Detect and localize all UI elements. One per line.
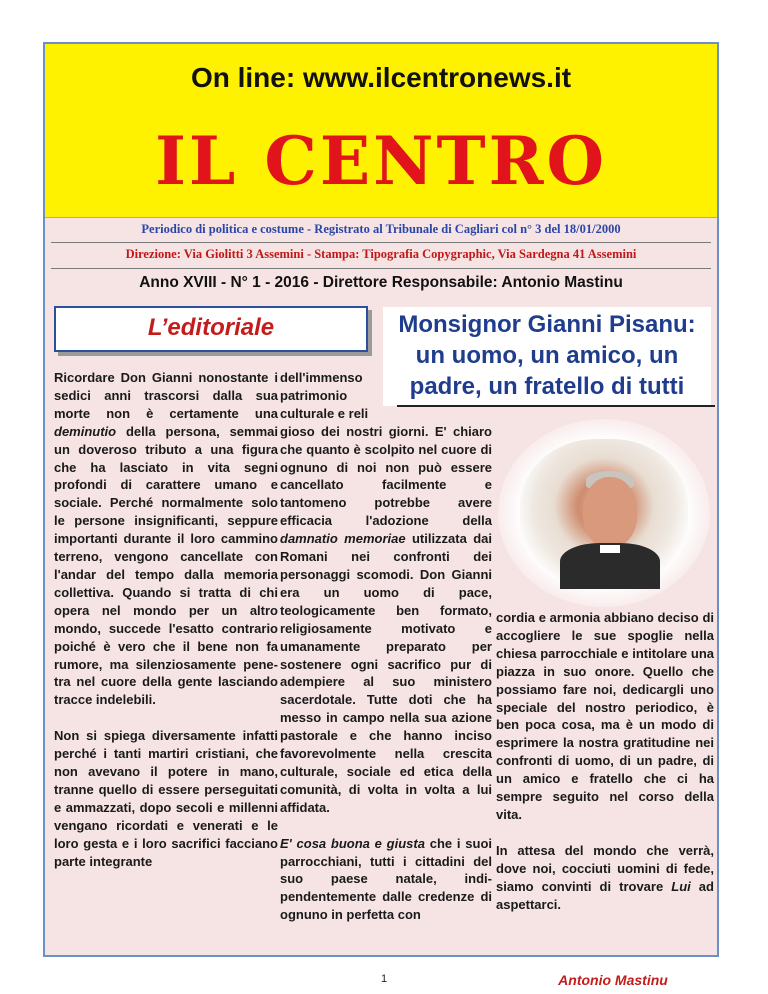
page-number: 1 [380,973,388,985]
masthead [45,44,717,218]
newspaper-title: IL CENTRO [155,122,607,200]
divider [51,268,711,269]
portrait-image [520,439,688,589]
issue-line: Anno XVIII - N° 1 - 2016 - Direttore Responsabile: Antonio Mastinu [139,274,623,291]
article-column-2 [280,369,492,924]
portrait-photo [498,419,710,607]
page-frame [43,42,719,988]
editorial-label: L’editoriale [147,314,275,341]
article-column-1 [54,369,278,870]
website-line: On line: www.ilcentronews.it [190,62,572,93]
paragraph: Non si spiega diversamente infatti perché i tanti martiri cristiani, che non avevano il potere in mano, tranne quello di essere perseguitati e ammazzati, dopo secoli e millenni vengano ricordati e venerati e le loro gesta e i loro sacrifici facciano parte integrante [54,728,278,869]
article-column-3 [496,609,714,914]
paragraph: cordia e armonia abbiano deciso di accogliere le sue spoglie nella chiesa parrocchiale e intitolare una piazza in suo onore. Quello che possiamo fare noi, dedicargli uno speciale del nostro periodico, è ben poca cosa, ma è un modo di esprimere la nostra gratitudine nei confronti di uomo, di un padre, di un amico e fratello che ci ha sempre seguito nel corso della vita. [496,610,714,822]
publication-info: Periodico di politica e costume - Registrato al Tribunale di Cagliari col n° 3 del 18/01/2000 [141,222,621,236]
paragraph: In attesa del mondo che verrà, dove noi, cocciuti uomini di fede, siamo convinti di trovare Lui ad aspettarci. [496,842,714,912]
paragraph: E' cosa buona e giusta che i suoi parrocchiani, tutti i cittadini del suo paese natale, indipendentemente dalle credenze di ognuno in perfetta con [280,835,492,923]
address-info: Direzione: Via Giolitti 3 Assemini - Stampa: Tipografia Copygraphic, Via Sardegna 41 Assemini [125,247,637,261]
author-signature: Antonio Mastinu [558,972,668,988]
divider [51,242,711,243]
paragraph: Ricordare Don Gianni nonostante i sedici anni trascorsi dalla sua morte non è certamente una deminutio della persona, semmai un doveroso tributo a una figura che ha lasciato in vita segni profondi di carattere umano e sociale. Perché normalmente solo le persone insignificanti, seppure importanti durante il loro cammino terreno, vengono cancellate con l'andar del tempo dalla memoria collettiva. Quando si tratta di chi opera nel mondo per un altro mondo, succede l'esatto contrario poiché è vero che il bene non fa rumore, ma silenziosamente penetra nel cuore della gente lasciando tracce indelebili. [54,370,278,708]
paragraph: dell'immenso patrimonio culturale e reli gioso dei nostri giorni. E' chiaro che quanto è scolpito nel cuore di ognuno di noi non può essere cancellato facilmente e tantomeno potrebbe avere efficacia l'adozione della damnatio memoriae utilizzata dai Romani nei confronti dei personaggi scomodi. Don Gianni era un uomo di pace, teologicamente ben formato, religiosamente motivato e umanamente preparato per sostenere ogni sacrifico pur di adempiere al suo ministero sacerdotale. Tutte doti che ha messo in campo nella sua azione pastorale e che hanno inciso favorevolmente nella crescita culturale, sociale ed etica della comunità, di volta in volta a lui affidata. [280,370,492,815]
article-headline: Monsignor Gianni Pisanu: un uomo, un amico, un padre, un fratello di tutti [383,307,711,406]
editorial-label-box [54,306,368,352]
